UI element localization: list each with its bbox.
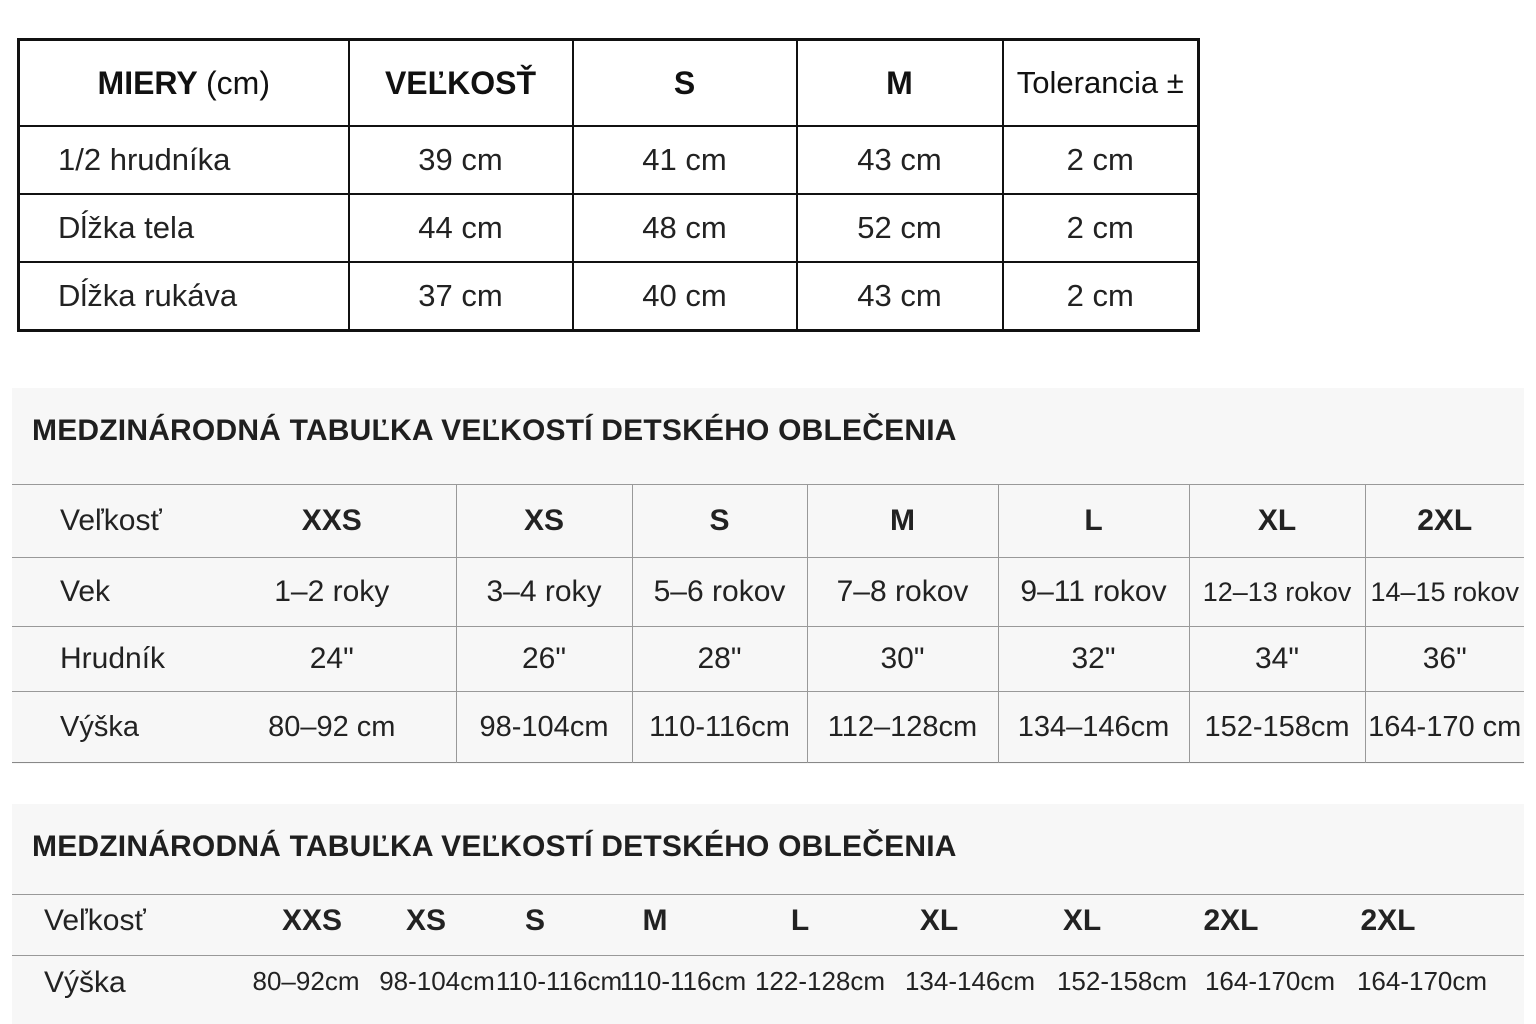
cell-tolerance: 2 cm	[1003, 194, 1199, 262]
height-cell: 164-170cm	[1356, 966, 1488, 996]
table-cell: XS	[456, 485, 632, 558]
height-cell: 164-170cm	[1204, 966, 1336, 996]
table-cell: 134–146cm	[998, 692, 1189, 763]
kids-height-chart-panel	[12, 804, 1524, 1024]
cell-tolerance: 2 cm	[1003, 262, 1199, 331]
row-label: Dĺžka rukáva	[19, 262, 349, 331]
divider	[12, 894, 1524, 895]
cell-m: 43 cm	[797, 126, 1003, 194]
row-label: 1/2 hrudníka	[19, 126, 349, 194]
table-cell: 26"	[456, 627, 632, 692]
kids-size-chart-title: MEDZINÁRODNÁ TABUĽKA VEĽKOSTÍ DETSKÉHO OBLEČENIA	[32, 414, 957, 447]
cell-m: 43 cm	[797, 262, 1003, 331]
cell-s: 48 cm	[573, 194, 797, 262]
header-measures-label: MIERY	[97, 64, 198, 101]
height-cell: 122-128cm	[754, 966, 886, 996]
size-cell: XS	[405, 904, 447, 937]
table-cell: 98-104cm	[456, 692, 632, 763]
kids-height-chart-title: MEDZINÁRODNÁ TABUĽKA VEĽKOSTÍ DETSKÉHO OBLEČENIA	[32, 830, 957, 863]
height-cell: 152-158cm	[1056, 966, 1188, 996]
table-cell: 12–13 rokov	[1189, 558, 1365, 627]
cell-size: 37 cm	[349, 262, 573, 331]
row-label: Výška	[12, 692, 208, 763]
table-cell: 2XL	[1365, 485, 1524, 558]
table-cell: S	[632, 485, 807, 558]
size-cell: XXS	[281, 904, 343, 937]
table-cell: 9–11 rokov	[998, 558, 1189, 627]
header-measures-unit: (cm)	[206, 64, 270, 101]
table-cell: XL	[1189, 485, 1365, 558]
size-cell: M	[642, 904, 668, 937]
height-cell: 98-104cm	[379, 966, 495, 996]
kids-size-chart-table	[12, 484, 1524, 763]
row-label: Dĺžka tela	[19, 194, 349, 262]
table-cell: 3–4 roky	[456, 558, 632, 627]
size-cell: XL	[1062, 904, 1102, 937]
table-cell: 110-116cm	[632, 692, 807, 763]
table-cell: 1–2 roky	[208, 558, 456, 627]
header-m: M	[797, 40, 1003, 127]
cell-size: 39 cm	[349, 126, 573, 194]
cell-tolerance: 2 cm	[1003, 126, 1199, 194]
row-label: Vek	[12, 558, 208, 627]
table-row	[19, 194, 1199, 262]
table-cell: XXS	[208, 485, 456, 558]
header-size: VEĽKOSŤ	[349, 40, 573, 127]
row-label: Hrudník	[12, 627, 208, 692]
table-cell: 24"	[208, 627, 456, 692]
table-row	[12, 558, 1524, 627]
table-row	[12, 627, 1524, 692]
table-row	[12, 692, 1524, 763]
table-cell: 112–128cm	[807, 692, 998, 763]
table-cell: 164-170 cm	[1365, 692, 1524, 763]
table-cell: 32"	[998, 627, 1189, 692]
divider	[12, 955, 1524, 956]
table-cell: 5–6 rokov	[632, 558, 807, 627]
cell-s: 40 cm	[573, 262, 797, 331]
table-cell: M	[807, 485, 998, 558]
table-cell: 30"	[807, 627, 998, 692]
size-cell: L	[790, 904, 810, 937]
table-row	[12, 485, 1524, 558]
table-row	[19, 126, 1199, 194]
table-cell: 34"	[1189, 627, 1365, 692]
height-cell: 110-116cm	[619, 966, 747, 996]
table-cell: 80–92 cm	[208, 692, 456, 763]
height-cell: 80–92cm	[252, 966, 360, 996]
row-label-size: Veľkosť	[44, 904, 146, 937]
measurements-header-row	[19, 40, 1199, 127]
height-cell: 134-146cm	[904, 966, 1036, 996]
row-label: Veľkosť	[12, 485, 208, 558]
height-cell: 110-116cm	[495, 966, 623, 996]
size-cell: 2XL	[1360, 904, 1416, 937]
kids-size-chart-panel	[12, 388, 1524, 764]
header-tolerance: Tolerancia ±	[1003, 40, 1199, 127]
table-cell: 7–8 rokov	[807, 558, 998, 627]
size-cell: 2XL	[1203, 904, 1259, 937]
table-cell: 36"	[1365, 627, 1524, 692]
table-row	[19, 262, 1199, 331]
table-cell: 28"	[632, 627, 807, 692]
table-cell: 14–15 rokov	[1365, 558, 1524, 627]
size-cell: S	[524, 904, 546, 937]
header-s: S	[573, 40, 797, 127]
table-cell: 152-158cm	[1189, 692, 1365, 763]
header-measures	[19, 40, 349, 127]
cell-m: 52 cm	[797, 194, 1003, 262]
row-label-height: Výška	[44, 966, 126, 999]
size-cell: XL	[919, 904, 959, 937]
measurements-table	[17, 38, 1200, 332]
cell-size: 44 cm	[349, 194, 573, 262]
table-cell: L	[998, 485, 1189, 558]
cell-s: 41 cm	[573, 126, 797, 194]
